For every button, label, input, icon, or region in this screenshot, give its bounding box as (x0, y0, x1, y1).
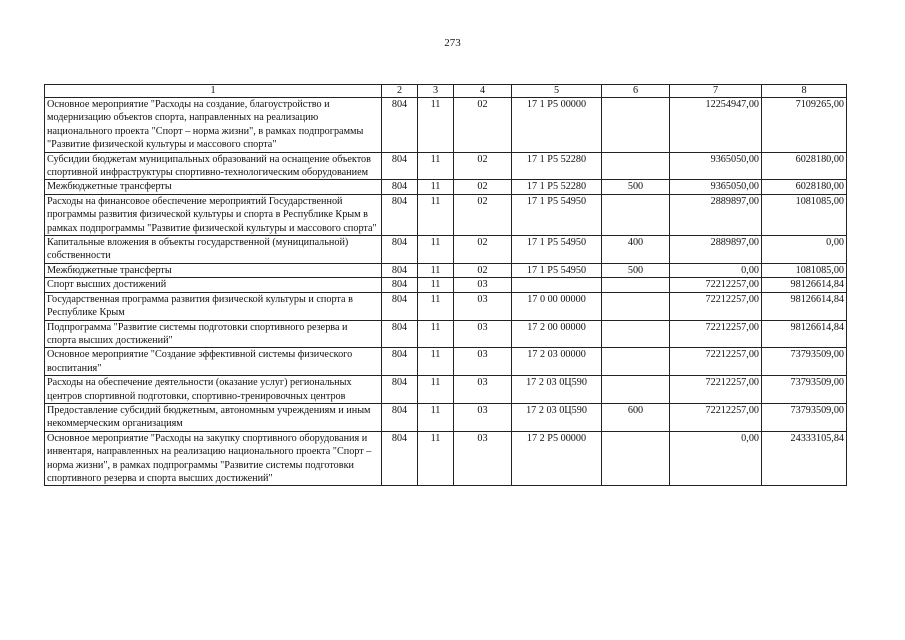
table-row (45, 152, 847, 180)
cell-target-article: 17 1 P5 54950 (512, 236, 602, 264)
cell-amount-col8: 73793509,00 (762, 376, 847, 404)
cell-expense-type: 600 (602, 403, 670, 431)
cell-amount-col8: 98126614,84 (762, 292, 847, 320)
cell-target-article: 17 2 03 0Ц590 (512, 376, 602, 404)
cell-section: 11 (418, 348, 454, 376)
table-row (45, 292, 847, 320)
row-name: Расходы на финансовое обеспечение мероприятий Государственной программы развития физической культуры и спорта в Республике Крым в рамках подпрограммы "Развитие физической культуры и массового спорта" (45, 194, 382, 235)
cell-amount-col7: 72212257,00 (670, 376, 762, 404)
cell-amount-col8: 6028180,00 (762, 152, 847, 180)
cell-section: 11 (418, 403, 454, 431)
cell-expense-type (602, 376, 670, 404)
cell-section: 11 (418, 292, 454, 320)
cell-amount-col8: 73793509,00 (762, 403, 847, 431)
cell-target-article: 17 1 P5 52280 (512, 180, 602, 194)
cell-amount-col7: 0,00 (670, 431, 762, 486)
cell-subsection: 02 (454, 236, 512, 264)
cell-amount-col7: 72212257,00 (670, 348, 762, 376)
cell-amount-col8: 98126614,84 (762, 320, 847, 348)
cell-target-article: 17 2 P5 00000 (512, 431, 602, 486)
row-name: Государственная программа развития физической культуры и спорта в Республике Крым (45, 292, 382, 320)
cell-subsection: 02 (454, 180, 512, 194)
column-header: 2 (382, 85, 418, 98)
cell-amount-col8: 1081085,00 (762, 263, 847, 277)
cell-amount-col8: 7109265,00 (762, 98, 847, 153)
cell-target-article (512, 278, 602, 292)
cell-subsection: 02 (454, 194, 512, 235)
table-row (45, 236, 847, 264)
cell-amount-col7: 9365050,00 (670, 152, 762, 180)
cell-subsection: 02 (454, 152, 512, 180)
cell-section: 11 (418, 180, 454, 194)
cell-amount-col8: 6028180,00 (762, 180, 847, 194)
row-name: Основное мероприятие "Расходы на создание, благоустройство и модернизацию объектов спорта, направленных на реализацию национального проекта "Спорт – норма жизни", в рамках подпрограммы "Развитие физической культуры и массового спорта" (45, 98, 382, 153)
cell-section: 11 (418, 194, 454, 235)
cell-amount-col8: 24333105,84 (762, 431, 847, 486)
cell-subsection: 03 (454, 320, 512, 348)
cell-ministry: 804 (382, 403, 418, 431)
row-name: Межбюджетные трансферты (45, 263, 382, 277)
cell-target-article: 17 1 P5 54950 (512, 194, 602, 235)
table-row (45, 376, 847, 404)
cell-subsection: 03 (454, 403, 512, 431)
table-row (45, 98, 847, 153)
cell-section: 11 (418, 431, 454, 486)
cell-ministry: 804 (382, 263, 418, 277)
column-header: 8 (762, 85, 847, 98)
cell-target-article: 17 2 00 00000 (512, 320, 602, 348)
row-name: Межбюджетные трансферты (45, 180, 382, 194)
cell-section: 11 (418, 376, 454, 404)
cell-subsection: 02 (454, 98, 512, 153)
cell-ministry: 804 (382, 98, 418, 153)
column-header: 7 (670, 85, 762, 98)
table-row (45, 180, 847, 194)
cell-ministry: 804 (382, 376, 418, 404)
cell-ministry: 804 (382, 152, 418, 180)
cell-amount-col7: 72212257,00 (670, 320, 762, 348)
row-name: Основное мероприятие "Создание эффективной системы физического воспитания" (45, 348, 382, 376)
cell-amount-col7: 72212257,00 (670, 278, 762, 292)
cell-target-article: 17 1 P5 00000 (512, 98, 602, 153)
cell-expense-type: 500 (602, 180, 670, 194)
cell-expense-type (602, 292, 670, 320)
cell-expense-type: 400 (602, 236, 670, 264)
cell-target-article: 17 1 P5 54950 (512, 263, 602, 277)
cell-ministry: 804 (382, 348, 418, 376)
row-name: Субсидии бюджетам муниципальных образований на оснащение объектов спортивной инфраструктуры спортивно-технологическим оборудованием (45, 152, 382, 180)
cell-expense-type (602, 431, 670, 486)
table-row (45, 348, 847, 376)
cell-section: 11 (418, 152, 454, 180)
cell-section: 11 (418, 263, 454, 277)
cell-amount-col7: 72212257,00 (670, 403, 762, 431)
table-row (45, 431, 847, 486)
row-name: Подпрограмма "Развитие системы подготовки спортивного резерва и спорта высших достижений" (45, 320, 382, 348)
cell-target-article: 17 0 00 00000 (512, 292, 602, 320)
column-header: 3 (418, 85, 454, 98)
column-header: 5 (512, 85, 602, 98)
cell-expense-type (602, 152, 670, 180)
cell-expense-type (602, 320, 670, 348)
row-name: Спорт высших достижений (45, 278, 382, 292)
cell-expense-type (602, 194, 670, 235)
cell-subsection: 03 (454, 278, 512, 292)
cell-section: 11 (418, 98, 454, 153)
cell-ministry: 804 (382, 431, 418, 486)
table-row (45, 403, 847, 431)
cell-expense-type (602, 98, 670, 153)
cell-ministry: 804 (382, 292, 418, 320)
table-row (45, 263, 847, 277)
cell-amount-col8: 98126614,84 (762, 278, 847, 292)
cell-section: 11 (418, 278, 454, 292)
cell-subsection: 03 (454, 348, 512, 376)
column-header: 6 (602, 85, 670, 98)
table-header-row (45, 85, 847, 98)
cell-amount-col8: 0,00 (762, 236, 847, 264)
cell-ministry: 804 (382, 278, 418, 292)
column-header: 4 (454, 85, 512, 98)
cell-expense-type: 500 (602, 263, 670, 277)
cell-subsection: 03 (454, 431, 512, 486)
cell-target-article: 17 2 03 0Ц590 (512, 403, 602, 431)
cell-ministry: 804 (382, 320, 418, 348)
cell-subsection: 03 (454, 292, 512, 320)
cell-expense-type (602, 278, 670, 292)
cell-amount-col7: 2889897,00 (670, 236, 762, 264)
column-header: 1 (45, 85, 382, 98)
cell-ministry: 804 (382, 180, 418, 194)
cell-amount-col7: 0,00 (670, 263, 762, 277)
row-name: Расходы на обеспечение деятельности (оказание услуг) региональных центров спортивной подготовки, спортивно-тренировочных центров (45, 376, 382, 404)
page-number: 273 (444, 37, 461, 49)
cell-amount-col8: 1081085,00 (762, 194, 847, 235)
cell-amount-col8: 73793509,00 (762, 348, 847, 376)
row-name: Капитальные вложения в объекты государственной (муниципальной) собственности (45, 236, 382, 264)
row-name: Основное мероприятие "Расходы на закупку спортивного оборудования и инвентаря, направленных на реализацию национального проекта "Спорт – норма жизни", в рамках подпрограммы "Развитие системы подготовки спортивного резерва и спорта высших достижений" (45, 431, 382, 486)
cell-amount-col7: 12254947,00 (670, 98, 762, 153)
cell-expense-type (602, 348, 670, 376)
cell-amount-col7: 72212257,00 (670, 292, 762, 320)
budget-table (44, 84, 847, 486)
table-row (45, 320, 847, 348)
cell-ministry: 804 (382, 236, 418, 264)
row-name: Предоставление субсидий бюджетным, автономным учреждениям и иным некоммерческим организациям (45, 403, 382, 431)
cell-subsection: 02 (454, 263, 512, 277)
cell-amount-col7: 9365050,00 (670, 180, 762, 194)
cell-target-article: 17 1 P5 52280 (512, 152, 602, 180)
cell-ministry: 804 (382, 194, 418, 235)
table-row (45, 278, 847, 292)
cell-section: 11 (418, 320, 454, 348)
cell-amount-col7: 2889897,00 (670, 194, 762, 235)
table-row (45, 194, 847, 235)
cell-target-article: 17 2 03 00000 (512, 348, 602, 376)
cell-section: 11 (418, 236, 454, 264)
table-body (45, 98, 847, 486)
cell-subsection: 03 (454, 376, 512, 404)
